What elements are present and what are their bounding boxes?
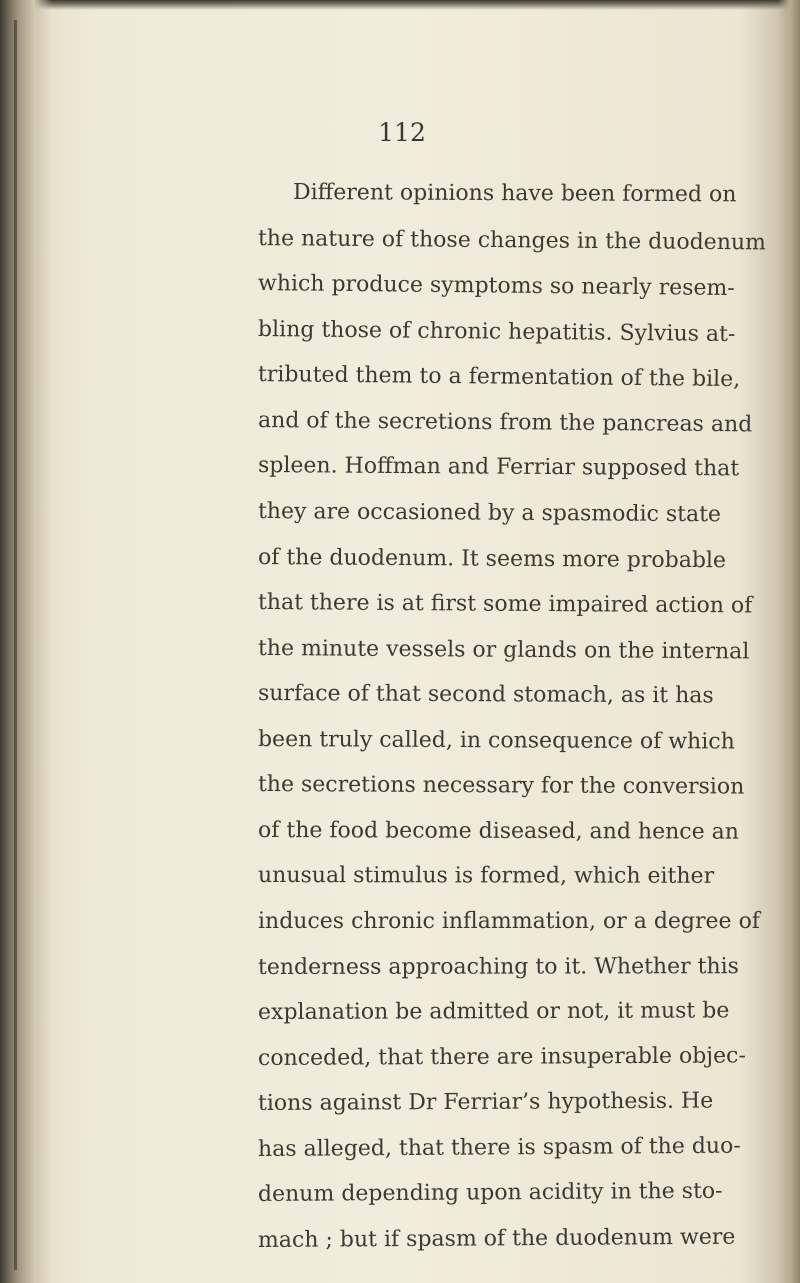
text-line: of the food become diseased, and hence an xyxy=(257,817,739,845)
text-line: Different opinions have been formed on xyxy=(292,180,737,208)
text-line: tributed them to a fermentation of the bile, xyxy=(257,362,741,393)
text-line: they are occasioned by a spasmodic state xyxy=(257,498,722,528)
text-line: unusual stimulus is formed, which either xyxy=(257,863,715,890)
page-number: 112 xyxy=(378,118,426,147)
text-line: been truly called, in consequence of which xyxy=(257,726,735,755)
text-line: spleen. Hoffman and Ferriar supposed that xyxy=(257,453,740,482)
text-line: tions against Dr Ferriar’s hypothesis. He xyxy=(257,1088,714,1117)
text-line: surface of that second stomach, as it has xyxy=(257,681,714,709)
text-line: has alleged, that there is spasm of the duo- xyxy=(257,1133,741,1162)
text-line: which produce symptoms so nearly resem- xyxy=(257,271,735,302)
text-line: tenderness approaching to it. Whether this xyxy=(257,953,739,980)
text-line: of the duodenum. It seems more probable xyxy=(257,544,727,573)
text-line: bling those of chronic hepatitis. Sylvius at- xyxy=(257,316,736,347)
text-line: explanation be admitted or not, it must be xyxy=(257,998,730,1026)
text-line: mach ; but if spasm of the duodenum were xyxy=(257,1224,736,1253)
text-line: the secretions necessary for the conversion xyxy=(257,772,745,800)
text-line: and of the secretions from the pancreas and xyxy=(257,407,753,438)
text-line: conceded, that there are insuperable objec- xyxy=(257,1043,746,1071)
text-line: the nature of those changes in the duodenum xyxy=(257,225,767,255)
text-line: induces chronic inflammation, or a degree of xyxy=(258,909,760,935)
text-line: that there is at first some impaired action of xyxy=(257,590,753,619)
text-line: denum depending upon acidity in the sto- xyxy=(257,1179,723,1208)
text-line: the minute vessels or glands on the internal xyxy=(257,635,750,665)
